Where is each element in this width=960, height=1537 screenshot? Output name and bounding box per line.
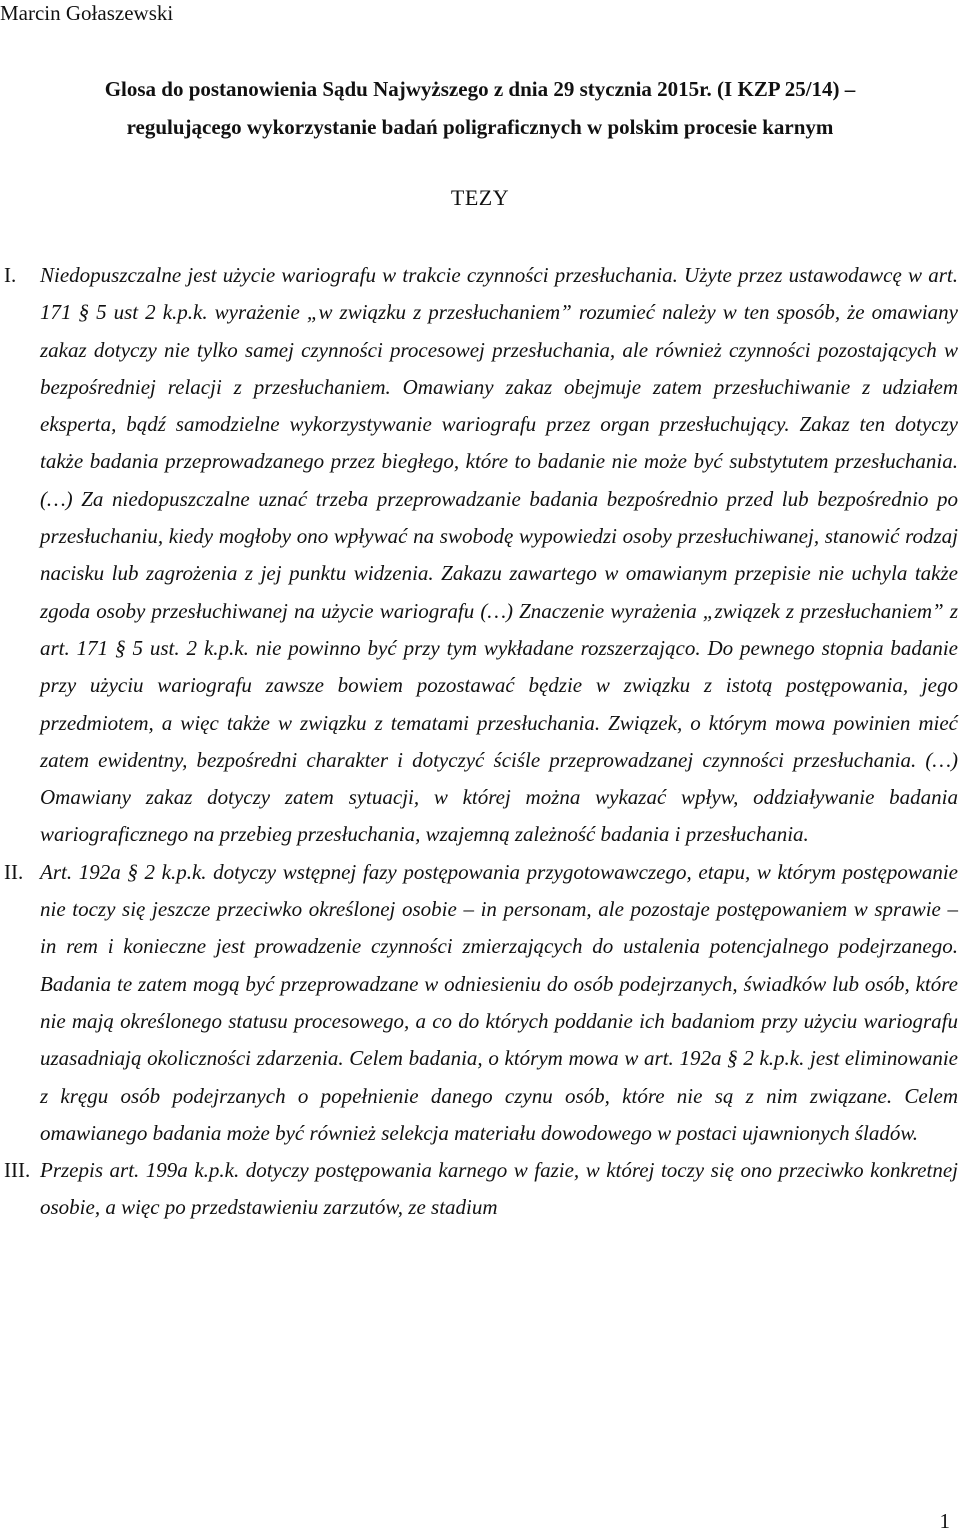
title-line-2: regulującego wykorzystanie badań poligraficznych w polskim procesie karnym [126, 115, 834, 139]
thesis-item [0, 854, 958, 1152]
section-heading: TEZY [450, 185, 510, 210]
thesis-number: III. [4, 1158, 31, 1183]
thesis-number: II. [4, 859, 24, 884]
thesis-text: Art. 192a § 2 k.p.k. dotyczy wstępnej fazy postępowania przygotowawczego, etapu, w którym postępowanie nie toczy się jeszcze przeciwko określonej osobie – in personam, ale pozostaje postępowaniem w sprawie – in rem i konieczne jest prowadzenie czynności zmierzających do ustalenia potencjalnego podejrzanego. Badania te zatem mogą być przeprowadzane w odniesieniu do osób podejrzanych, świadków lub osób, które nie mają określonego statusu procesowego, a co do których poddanie ich badaniom przy użyciu wariografu uzasadniają okoliczności zdarzenia. Celem badania, o którym mowa w art. 192a § 2 k.p.k. jest eliminowanie z kręgu osób podejrzanych o popełnienie danego czynu osób, które nie są z nim związane. Celem omawianego badania może być również selekcja materiału dowodowego w postaci ujawnionych śladów. [40, 859, 958, 1145]
thesis-number: I. [4, 263, 17, 287]
thesis-text: Przepis art. 199a k.p.k. dotyczy postępowania karnego w fazie, w której toczy się ono przeciwko konkretnej osobie, a więc po przedstawieniu zarzutów, ze stadium [40, 1158, 958, 1220]
document-title [0, 70, 960, 146]
thesis-text: Niedopuszczalne jest użycie wariografu w trakcie czynności przesłuchania. Użyte przez ustawodawcę w art. 171 § 5 ust 2 k.p.k. wyrażenie „w związku z przesłuchaniem” rozumieć należy w ten sposób, że omawiany zakaz dotyczy nie tylko samej czynności procesowej przesłuchania, ale również czynności pozostających w bezpośredniej relacji z przesłuchaniem. Omawiany zakaz obejmuje zatem przesłuchiwanie z udziałem eksperta, bądź samodzielne wykorzystywanie wariografu przez organ przesłuchujący. Zakaz ten dotyczy także badania przeprowadzanego przez biegłego, które to badanie nie może być substytutem przesłuchania.(…) Za niedopuszczalne uznać trzeba przeprowadzanie badania bezpośrednio przed lub bezpośrednio po przesłuchaniu, kiedy mogłoby ono wpływać na swobodę wypowiedzi osoby przesłuchiwanej, stanowić rodzaj nacisku lub zagrożenia z jej punktu widzenia. Zakazu zawartego w omawianym przepisie nie uchyla także zgoda osoby przesłuchiwanej na użycie wariografu (…) Znaczenie wyrażenia „związek z przesłuchaniem” z art. 171 § 5 ust. 2 k.p.k. nie powinno być przy tym wykładane rozszerzająco. Do pewnego stopnia badanie przy użyciu wariografu zawsze bowiem pozostawać będzie w związku z istotą postępowania, jego przedmiotem, a więc także w związku z tematami przesłuchania. Związek, o którym mowa powinien mieć zatem ewidentny, bezpośredni charakter i dotyczyć ściśle przeprowadzanej czynności przesłuchania. (…) Omawiany zakaz dotyczy zatem sytuacji, w której można wykazać wpływ, oddziaływanie badania wariograficznego na przebieg przesłuchania, wzajemną zależność badania i przesłuchania. [40, 263, 958, 847]
title-line-1: Glosa do postanowienia Sądu Najwyższego z dnia 29 stycznia 2015r. (I KZP 25/14) – [104, 77, 856, 101]
page-number: 1 [939, 1509, 950, 1533]
theses-list [0, 257, 958, 1227]
author-name: Marcin Gołaszewski [0, 1, 174, 25]
thesis-item [0, 257, 958, 854]
thesis-item [0, 1152, 958, 1227]
